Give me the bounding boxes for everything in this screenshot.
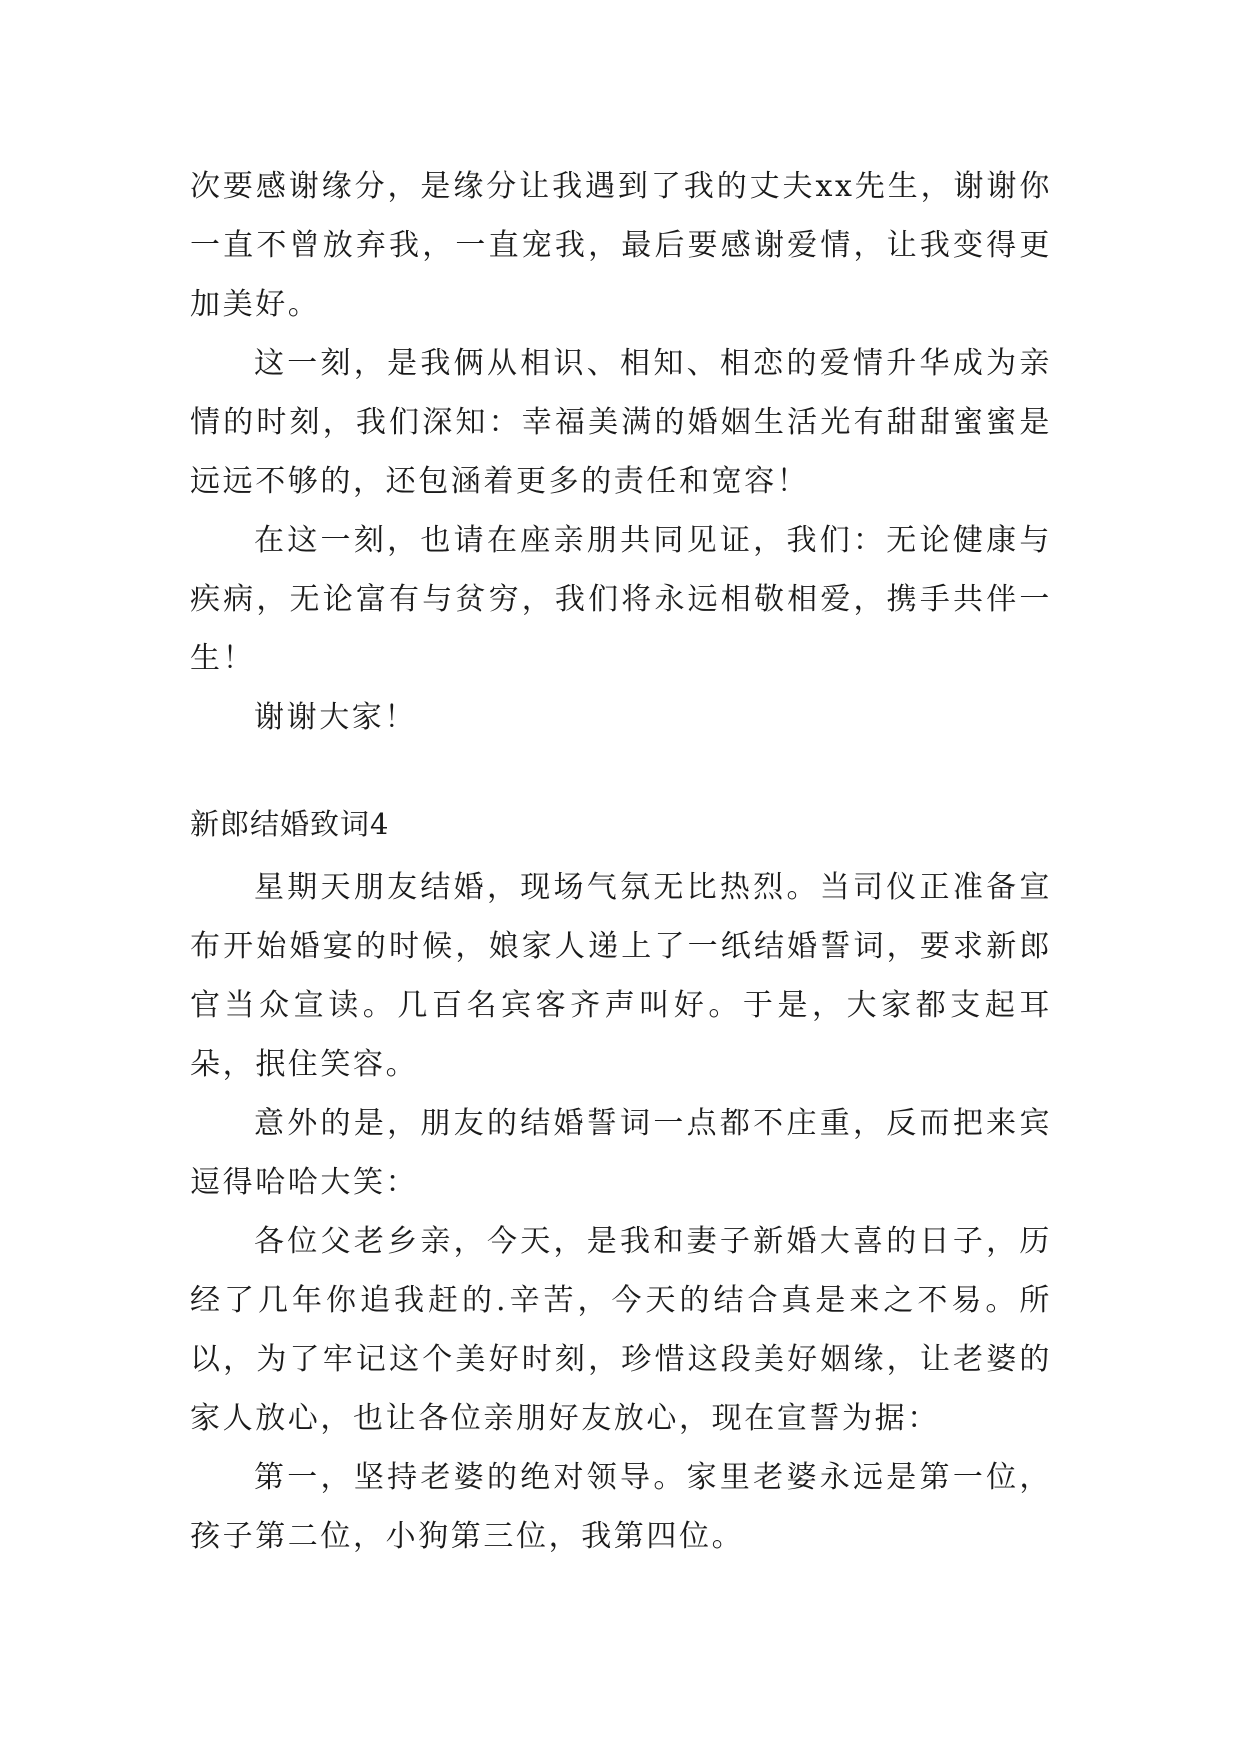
paragraph-witness: 在这一刻，也请在座亲朋共同见证，我们：无论健康与疾病，无论富有与贫穷，我们将永远相敬相爱，携手共伴一生！ xyxy=(190,523,1052,676)
paragraph-wedding-story: 星期天朋友结婚，现场气氛无比热烈。当司仪正准备宣布开始婚宴的时候，娘家人递上了一纸结婚誓词，要求新郎官当众宣读。几百名宾客齐声叫好。于是，大家都支起耳朵，抿住笑容。 xyxy=(190,870,1052,1082)
paragraph-unexpected: 意外的是，朋友的结婚誓词一点都不庄重，反而把来宾逗得哈哈大笑： xyxy=(190,1106,1052,1200)
section-title: 新郎结婚致词4 xyxy=(190,807,390,841)
paragraph-oath-intro: 各位父老乡亲，今天，是我和妻子新婚大喜的日子，历经了几年你追我赶的.辛苦，今天的结合真是来之不易。所以，为了牢记这个美好时刻，珍惜这段美好姻缘，让老婆的家人放心，也让各位亲朋好友放心，现在宣誓为据： xyxy=(190,1224,1052,1436)
paragraph-gratitude: 次要感谢缘分，是缘分让我遇到了我的丈夫xx先生，谢谢你一直不曾放弃我，一直宠我，最后要感谢爱情，让我变得更加美好。 xyxy=(190,169,1052,322)
paragraph-thanks: 谢谢大家！ xyxy=(254,700,417,735)
paragraph-oath-first: 第一，坚持老婆的绝对领导。家里老婆永远是第一位，孩子第二位，小狗第三位，我第四位。 xyxy=(190,1460,1052,1554)
paragraph-this-moment: 这一刻，是我俩从相识、相知、相恋的爱情升华成为亲情的时刻，我们深知：幸福美满的婚姻生活光有甜甜蜜蜜是远远不够的，还包涵着更多的责任和宽容！ xyxy=(190,346,1052,499)
